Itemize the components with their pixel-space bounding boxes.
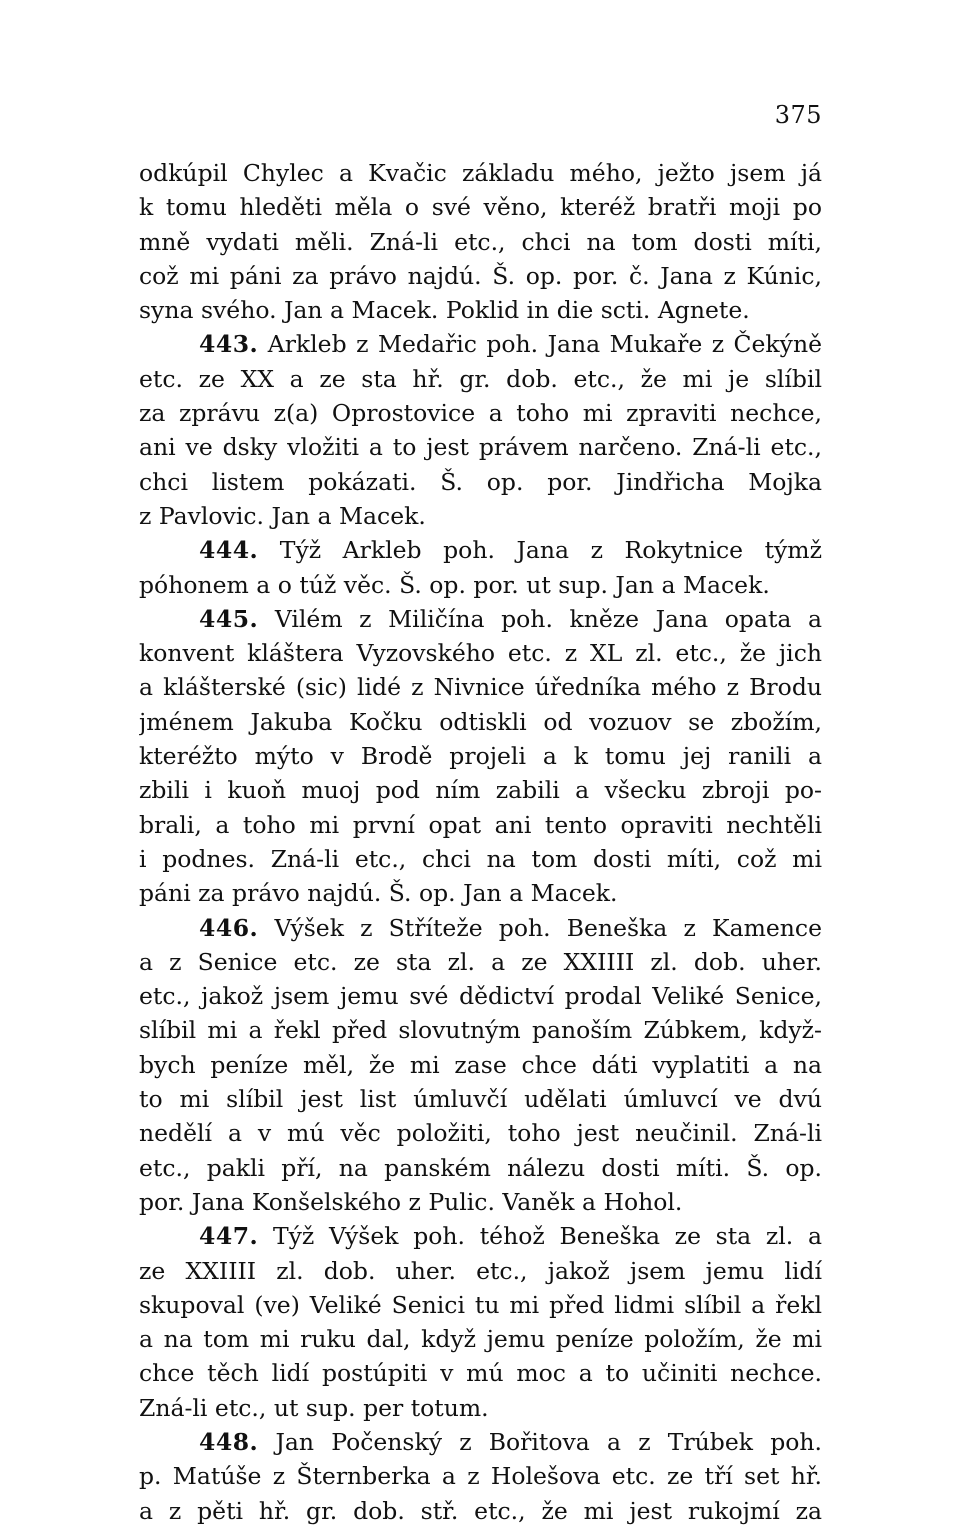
line-text: Výšek z Stříteže poh. Beneška z Kamence — [274, 913, 822, 942]
text-line — [139, 225, 822, 259]
text-line — [139, 465, 822, 499]
text-line — [139, 1082, 822, 1116]
text-line — [139, 1151, 822, 1185]
line-text: a z pěti hř. gr. dob. stř. etc., že mi jest rukojmí za — [139, 1496, 822, 1525]
text-line — [139, 1048, 822, 1082]
text-line — [139, 1322, 822, 1356]
line-text: Arkleb z Medařic poh. Jana Mukaře z Čekýně — [267, 330, 822, 359]
line-text: nedělí a v mú věc položiti, toho jest neučinil. Zná-li — [139, 1119, 822, 1148]
text-line — [139, 1356, 822, 1390]
line-text: za zprávu z(a) Oprostovice a toho mi zpraviti nechce, — [139, 399, 822, 428]
text-line — [139, 808, 822, 842]
line-text: odkúpil Chylec a Kvačic základu mého, ježto jsem já — [139, 159, 822, 187]
text-line — [139, 1494, 822, 1528]
text-line — [139, 739, 822, 773]
text-line — [139, 396, 822, 430]
text-line — [139, 293, 822, 327]
text-line — [139, 945, 822, 979]
entry-first-line — [139, 533, 822, 567]
text-line — [139, 1288, 822, 1322]
line-text: brali, a toho mi první opat ani tento opraviti nechtěli — [139, 810, 822, 839]
line-text: k tomu hleděti měla o své věno, kteréž bratři moji po — [139, 193, 822, 222]
text-line — [139, 190, 822, 224]
line-text: slíbil mi a řekl před slovutným panoším Zúbkem, když- — [139, 1016, 822, 1045]
text-line — [139, 362, 822, 396]
body-text — [139, 156, 822, 1528]
line-text: a klášterské (sic) lidé z Nivnice úředníka mého z Brodu — [139, 673, 822, 702]
line-text: a na tom mi ruku dal, když jemu peníze položím, že mi — [139, 1325, 822, 1354]
text-line — [139, 773, 822, 807]
entry-first-line — [139, 1425, 822, 1459]
text-line — [139, 636, 822, 670]
entry-number: 446. — [199, 913, 259, 942]
entry-number: 443. — [199, 330, 259, 359]
line-text: z Pavlovic. Jan a Macek. — [139, 501, 426, 530]
line-text: bych peníze měl, že mi zase chce dáti vyplatiti a na — [139, 1050, 822, 1079]
text-line — [139, 705, 822, 739]
line-text: syna svého. Jan a Macek. Poklid in die scti. Agnete. — [139, 296, 750, 325]
text-line — [139, 979, 822, 1013]
line-text: kteréžto mýto v Brodě projeli a k tomu jej ranili a — [139, 742, 822, 771]
entry-number: 448. — [199, 1427, 259, 1456]
line-text: to mi slíbil jest list úmluvčí udělati úmluvcí ve dvú — [139, 1085, 822, 1114]
line-text: mně vydati měli. Zná-li etc., chci na tom dosti míti, — [139, 227, 822, 256]
entry-number: 445. — [199, 604, 259, 633]
line-text: skupoval (ve) Veliké Senici tu mi před lidmi slíbil a řekl — [139, 1290, 822, 1319]
text-line — [139, 1254, 822, 1288]
line-text: Týž Arkleb poh. Jana z Rokytnice týmž — [279, 536, 822, 565]
entry-first-line — [139, 602, 822, 636]
entry-first-line — [139, 1219, 822, 1253]
line-text: konvent kláštera Vyzovského etc. z XL zl. etc., že jich — [139, 639, 822, 668]
line-text: ze XXIIII zl. dob. uher. etc., jakož jsem jemu lidí — [139, 1256, 822, 1285]
entry-number: 447. — [199, 1222, 259, 1251]
text-line — [139, 568, 822, 602]
page-number: 375 — [774, 101, 822, 129]
line-text: páni za právo najdú. Š. op. Jan a Macek. — [139, 879, 618, 908]
line-text: a z Senice etc. ze sta zl. a ze XXIIII zl. dob. uher. — [139, 947, 822, 976]
line-text: etc. ze XX a ze sta hř. gr. dob. etc., že mi je slíbil — [139, 364, 822, 393]
line-text: což mi páni za právo najdú. Š. op. por. č. Jana z Kúnic, — [139, 261, 822, 290]
line-text: ani ve dsky vložiti a to jest právem narčeno. Zná-li etc., — [139, 433, 822, 462]
line-text: p. Matúše z Šternberka a z Holešova etc. ze tří set hř. — [139, 1462, 822, 1491]
entry-first-line — [139, 911, 822, 945]
text-line — [139, 259, 822, 293]
line-text: etc., pakli pří, na panském nálezu dosti míti. Š. op. — [139, 1153, 822, 1182]
text-line — [139, 842, 822, 876]
line-text: chce těch lidí postúpiti v mú moc a to učiniti nechce. — [139, 1359, 822, 1388]
text-line — [139, 1116, 822, 1150]
text-line — [139, 430, 822, 464]
text-line — [139, 156, 822, 190]
line-text: Zná-li etc., ut sup. per totum. — [139, 1393, 489, 1422]
text-line — [139, 1459, 822, 1493]
line-text: Vilém z Miličína poh. kněze Jana opata a — [274, 604, 822, 633]
text-line — [139, 1185, 822, 1219]
line-text: i podnes. Zná-li etc., chci na tom dosti míti, což mi — [139, 844, 822, 873]
line-text: póhonem a o túž věc. Š. op. por. ut sup. Jan a Macek. — [139, 570, 770, 599]
text-line — [139, 1391, 822, 1425]
line-text: Jan Počenský z Bořitova a z Trúbek poh. — [275, 1427, 822, 1456]
line-text: zbili i kuoň muoj pod ním zabili a všecku zbroji po- — [139, 776, 822, 805]
text-line — [139, 499, 822, 533]
line-text: chci listem pokázati. Š. op. por. Jindřicha Mojka — [139, 467, 822, 496]
text-line — [139, 1013, 822, 1047]
line-text: por. Jana Konšelského z Pulic. Vaněk a Hohol. — [139, 1187, 683, 1216]
line-text: Týž Výšek poh. téhož Beneška ze sta zl. a — [272, 1222, 822, 1251]
text-line — [139, 876, 822, 910]
line-text: etc., jakož jsem jemu své dědictví prodal Veliké Senice, — [139, 982, 822, 1011]
entry-first-line — [139, 327, 822, 361]
line-text: jménem Jakuba Kočku odtiskli od vozuov se zbožím, — [139, 707, 822, 736]
text-line — [139, 670, 822, 704]
entry-number: 444. — [199, 536, 259, 565]
